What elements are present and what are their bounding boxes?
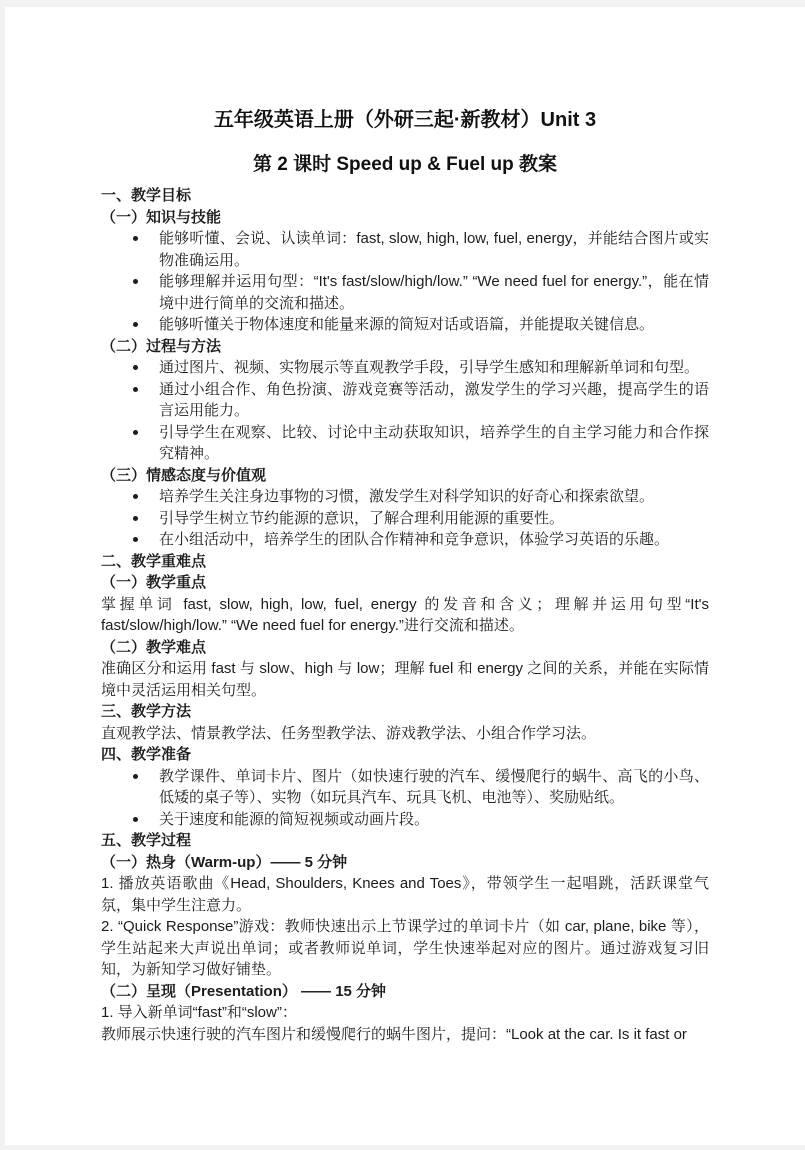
sub-section-heading: （一）热身（Warm-up）—— 5 分钟 [101,853,348,871]
bullet-text: 能够理解并运用句型：“It's fast/slow/high/low.” “We need fuel for energy.”，能在情境中进行简单的交流和描述。 [159,273,709,312]
bullet-text: 教学课件、单词卡片、图片（如快速行驶的汽车、缓慢爬行的蜗牛、高飞的小鸟、低矮的桌子等）、实物（如玩具汽车、玩具飞机、电池等）、奖励贴纸。 [159,767,709,806]
paragraph: 教师展示快速行驶的汽车图片和缓慢爬行的蜗牛图片，提问：“Look at the car. Is it fast or [101,1025,687,1043]
bullet-item [101,529,709,551]
paragraph: 直观教学法、情景教学法、任务型教学法、游戏教学法、小组合作学习法。 [101,724,597,742]
bullet-dot-icon [133,322,138,327]
paragraph: 掌握单词 fast, slow, high, low, fuel, energy 的发音和含义；理解并运用句型“It's fast/slow/high/low.” “We need fuel for energy.”进行交流和描述。 [101,595,709,634]
sub-section-heading: （二）呈现（Presentation） —— 15 分钟 [101,982,387,1000]
section-heading: 三、教学方法 [101,703,192,720]
bullet-item [101,379,709,422]
document-page [5,7,805,1145]
bullet-text: 能够听懂关于物体速度和能量来源的简短对话或语篇，并能提取关键信息。 [159,316,655,333]
bullet-item [101,422,709,465]
document-content [101,107,709,1045]
bullet-item [101,508,709,530]
paragraph: 准确区分和运用 fast 与 slow、high 与 low；理解 fuel 和 energy 之间的关系，并能在实际情境中灵活运用相关句型。 [101,660,709,699]
bullet-dot-icon [133,279,138,284]
bullet-dot-icon [133,494,138,499]
bullet-text: 能够听懂、会说、认读单词：fast, slow, high, low, fuel, energy，并能结合图片或实物准确运用。 [159,230,709,269]
bullet-dot-icon [133,774,138,779]
bullet-text: 关于速度和能源的简短视频或动画片段。 [159,810,430,828]
sub-section-heading: （一）教学重点 [101,574,207,591]
bullet-text: 引导学生树立节约能源的意识，了解合理利用能源的重要性。 [159,509,565,527]
document-subtitle: 第 2 课时 Speed up & Fuel up 教案 [252,154,558,175]
section-heading: 二、教学重难点 [101,552,207,570]
bullet-text: 通过图片、视频、实物展示等直观教学手段，引导学生感知和理解新单词和句型。 [159,359,700,376]
bullet-item [101,766,709,809]
bullet-text: 引导学生在观察、比较、讨论中主动获取知识，培养学生的自主学习能力和合作探究精神。 [159,423,709,462]
bullet-item [101,486,709,508]
bullet-item [101,809,709,831]
paragraph: 1. 导入新单词“fast”和“slow”： [101,1004,297,1021]
bullet-text: 通过小组合作、角色扮演、游戏竞赛等活动，激发学生的学习兴趣，提高学生的语言运用能力。 [159,380,709,419]
bullet-dot-icon [133,387,138,392]
bullet-dot-icon [133,537,138,542]
section-heading: 一、教学目标 [101,187,192,204]
section-heading: 五、教学过程 [101,832,192,849]
sub-section-heading: （三）情感态度与价值观 [101,466,267,484]
document-body [101,185,709,1045]
bullet-item [101,314,709,336]
document-title: 五年级英语上册（外研三起·新教材）Unit 3 [213,109,597,131]
bullet-text: 在小组活动中，培养学生的团队合作精神和竞争意识，体验学习英语的乐趣。 [159,531,670,548]
sub-section-heading: （二）过程与方法 [101,337,222,355]
section-heading: 四、教学准备 [101,746,192,763]
paragraph: 1. 播放英语歌曲《Head, Shoulders, Knees and Toes》，带领学生一起唱跳，活跃课堂气氛，集中学生注意力。 [101,875,709,914]
bullet-dot-icon [133,817,138,822]
sub-section-heading: （一）知识与技能 [101,208,222,226]
bullet-dot-icon [133,236,138,241]
bullet-item [101,271,709,314]
bullet-dot-icon [133,365,138,370]
bullet-item [101,228,709,271]
bullet-dot-icon [133,516,138,521]
bullet-text: 培养学生关注身边事物的习惯，激发学生对科学知识的好奇心和探索欲望。 [159,488,655,505]
bullet-dot-icon [133,430,138,435]
sub-section-heading: （二）教学难点 [101,638,207,656]
bullet-item [101,357,709,379]
paragraph: 2. “Quick Response”游戏：教师快速出示上节课学过的单词卡片（如 car, plane, bike 等），学生站起来大声说出单词；或者教师说单词，学生快速举起对应的图片。通过游戏复习旧知，为新知学习做好铺垫。 [101,918,709,978]
